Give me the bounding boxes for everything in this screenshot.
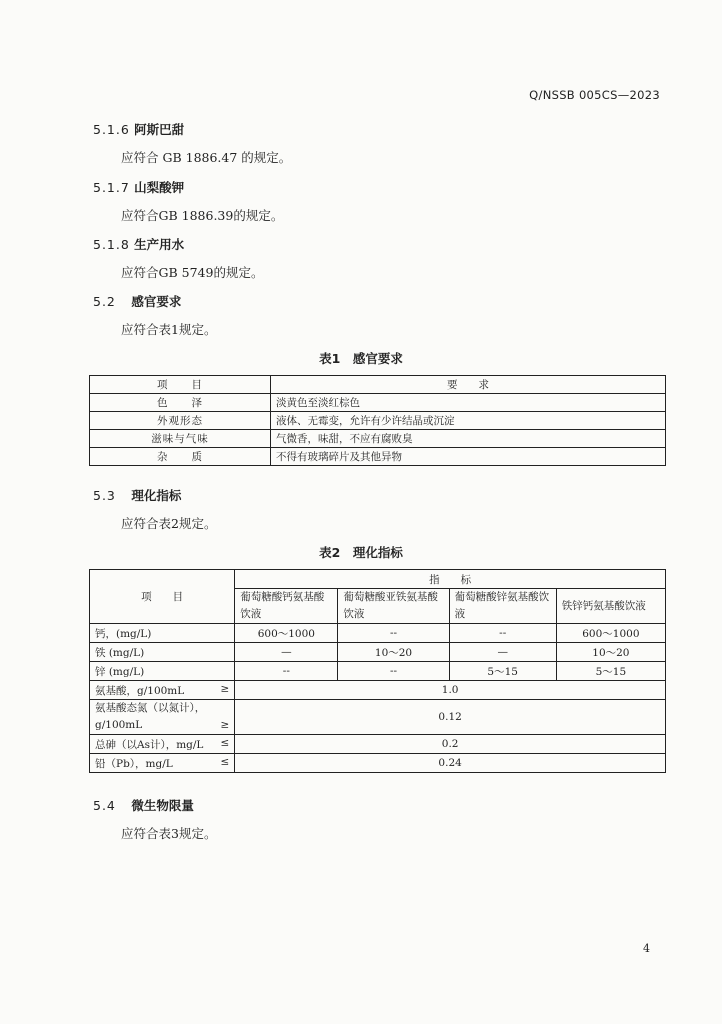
table-row <box>90 735 666 754</box>
table-cell: 600～1000 <box>556 624 665 643</box>
section-title: 理化指标 <box>131 488 182 503</box>
table-cell: 色 泽 <box>90 394 271 412</box>
table-cell: 5～15 <box>449 662 556 681</box>
table-header-cell: 铁锌钙氨基酸饮液 <box>556 589 665 624</box>
table-header-cell: 葡萄糖酸锌氨基酸饮液 <box>449 589 556 624</box>
section-title: 微生物限量 <box>131 798 194 813</box>
section-text: 应符合表2规定。 <box>121 516 217 531</box>
section-text: 应符合GB 5749的规定。 <box>121 265 264 280</box>
table-row <box>90 754 666 773</box>
table-cell <box>90 700 235 735</box>
section-number: 5.3 <box>93 488 116 503</box>
section-heading <box>93 178 184 196</box>
table-cell: 钙，(mg/L) <box>90 624 235 643</box>
item-label: 铅（Pb），mg/L <box>95 757 173 770</box>
table-cell <box>90 681 235 700</box>
table-cell: 600～1000 <box>235 624 338 643</box>
table-row <box>90 412 666 430</box>
section-text: 应符合表1规定。 <box>121 322 217 337</box>
table-cell: — <box>235 643 338 662</box>
table-cell: 0.12 <box>235 700 666 735</box>
table-cell: 5～15 <box>556 662 665 681</box>
page-number: 4 <box>643 942 650 955</box>
table-header-cell: 葡萄糖酸钙氨基酸饮液 <box>235 589 338 624</box>
table-row <box>90 643 666 662</box>
table-cell: -- <box>235 662 338 681</box>
table-cell <box>90 754 235 773</box>
section-number: 5.1.8 <box>93 237 130 252</box>
table2-caption: 表2 理化指标 <box>319 545 403 560</box>
comparison-sign: ≥ <box>220 719 230 731</box>
section-text: 应符合GB 1886.39的规定。 <box>121 208 284 223</box>
section-heading <box>93 292 181 310</box>
table-header-cell: 指 标 <box>235 570 666 589</box>
section-heading <box>93 235 184 253</box>
section-number: 5.4 <box>93 798 116 813</box>
item-label: 氨基酸态氮（以氮计），g/100mL <box>95 702 206 731</box>
section-text: 应符合 GB 1886.47 的规定。 <box>121 150 292 165</box>
table-header-cell: 要 求 <box>271 376 666 394</box>
table-row <box>90 394 666 412</box>
section-number: 5.2 <box>93 294 116 309</box>
table-cell: 淡黄色至淡红棕色 <box>271 394 666 412</box>
table-header-cell: 项 目 <box>90 570 235 624</box>
table-cell: 滋味与气味 <box>90 430 271 448</box>
sensory-table <box>89 375 666 466</box>
section-title: 阿斯巴甜 <box>134 122 185 137</box>
table-cell: 10～20 <box>338 643 449 662</box>
table-row <box>90 430 666 448</box>
table1-caption: 表1 感官要求 <box>319 351 403 366</box>
section-number: 5.1.6 <box>93 122 130 137</box>
table-cell: 杂 质 <box>90 448 271 466</box>
table-cell: 铁 (mg/L) <box>90 643 235 662</box>
table-row <box>90 448 666 466</box>
physicochemical-table <box>89 569 666 773</box>
table-cell: — <box>449 643 556 662</box>
table-cell: 0.2 <box>235 735 666 754</box>
comparison-sign: ≤ <box>220 736 230 749</box>
section-heading <box>93 796 194 814</box>
table-header-row <box>90 570 666 589</box>
table-cell: 外观形态 <box>90 412 271 430</box>
table-header-cell: 项 目 <box>90 376 271 394</box>
table-header-row <box>90 376 666 394</box>
section-heading <box>93 486 181 504</box>
table-row <box>90 681 666 700</box>
section-number: 5.1.7 <box>93 180 130 195</box>
table-row <box>90 662 666 681</box>
section-text: 应符合表3规定。 <box>121 826 217 841</box>
section-heading <box>93 120 184 138</box>
item-label: 氨基酸，g/100mL <box>95 684 185 697</box>
table-cell <box>90 735 235 754</box>
table-row <box>90 624 666 643</box>
document-code: Q/NSSB 005CS—2023 <box>529 88 660 102</box>
comparison-sign: ≤ <box>220 755 230 768</box>
table-cell: 10～20 <box>556 643 665 662</box>
table-cell: 不得有玻璃碎片及其他异物 <box>271 448 666 466</box>
section-title: 山梨酸钾 <box>134 180 185 195</box>
section-title: 感官要求 <box>131 294 182 309</box>
section-title: 生产用水 <box>134 237 185 252</box>
table-row <box>90 700 666 735</box>
comparison-sign: ≥ <box>220 682 230 695</box>
table-cell: 1.0 <box>235 681 666 700</box>
item-label: 总砷（以As计），mg/L <box>95 738 204 751</box>
table-header-cell: 葡萄糖酸亚铁氨基酸饮液 <box>338 589 449 624</box>
table-cell: 0.24 <box>235 754 666 773</box>
table-cell: -- <box>338 624 449 643</box>
table-cell: 锌 (mg/L) <box>90 662 235 681</box>
table-cell: -- <box>449 624 556 643</box>
table-cell: -- <box>338 662 449 681</box>
table-cell: 气微香，味甜，不应有腐败臭 <box>271 430 666 448</box>
table-cell: 液体、无霉变，允许有少许结晶或沉淀 <box>271 412 666 430</box>
